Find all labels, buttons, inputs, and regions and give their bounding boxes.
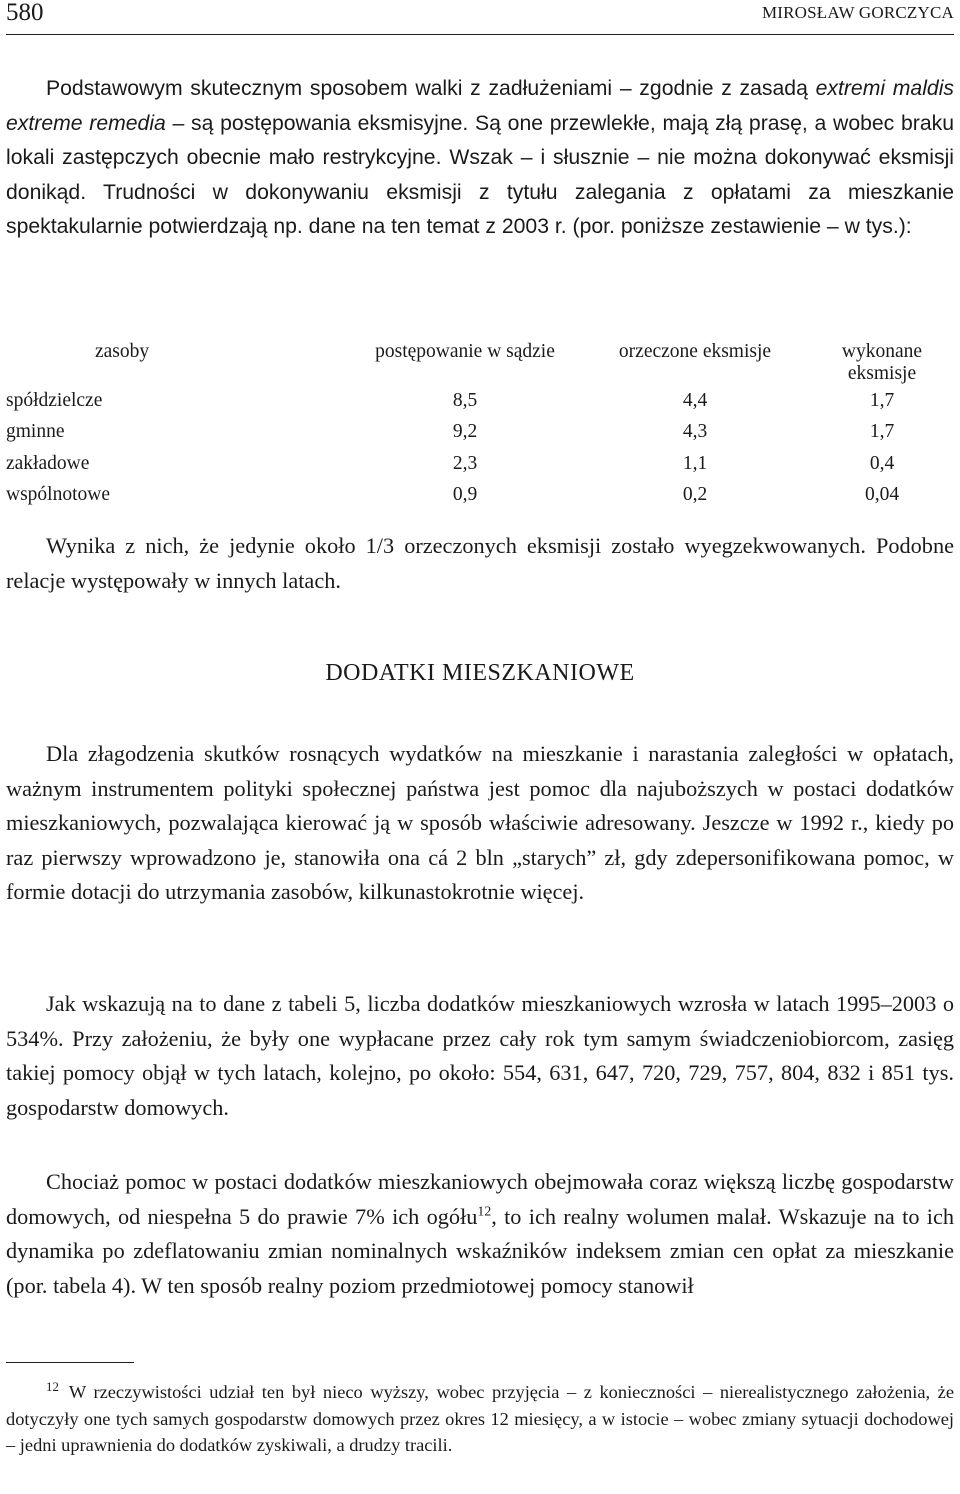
- body-paragraph-3: [6, 1165, 954, 1303]
- table-cell: 2,3: [452, 452, 478, 474]
- table-row: [6, 385, 954, 417]
- table-header-cell: zasoby: [95, 341, 150, 362]
- table-row: [6, 417, 954, 449]
- footnote: [6, 1379, 954, 1459]
- section-title: DODATKI MIESZKANIOWE: [325, 660, 635, 686]
- footnote-reference[interactable]: 12: [477, 1203, 492, 1219]
- table-cell: 1,7: [869, 421, 895, 443]
- body-paragraph-1: Dla złagodzenia skutków rosnących wydatków na mieszkanie i narastania zaległości w opłatach, ważnym instrumentem polityki społecznej państwa jest pomoc dla najuboższych w postaci dodatków mieszkaniowych, pozwalająca kierować ją w sposób właściwie adresowany. Jeszcze w 1992 r., kiedy po raz pierwszy wprowadzono je, stanowiła ona cá 2 bln „starych” zł, gdy zdepersonifikowana pomoc, w formie dotacji do utrzymania zasobów, kilkunastokrotnie więcej.: [6, 741, 954, 905]
- table-header-cell: orzeczone eksmisje: [618, 341, 772, 362]
- intro-text-2: – są postępowania eksmisyjne. Są one przewlekłe, mają złą prasę, a wobec braku lokali zastępczych obecnie mało restrykcyjne. Wszak – i słusznie – nie można dokonywać eksmisji donikąd. Trudności w dokonywaniu eksmisji z tytułu zalegania z opłatami za mieszkanie spektakularnie potwierdzają np. dane na ten temat z 2003 r. (por. poniższe zestawienie – w tys.):: [6, 111, 954, 239]
- table-cell: 8,5: [452, 389, 478, 411]
- table-header-cell: wykonane eksmisje: [841, 341, 923, 384]
- footnote-text: W rzeczywistości udział ten był nieco wyższy, wobec przyjęcia – z konieczności – nierealistycznego założenia, że dotyczyły one tych samych gospodarstw domowych przez okres 12 miesięcy, a w istocie – wobec zmiany sytuacji dochodowej – jedni uprawnienia do dodatków zyskiwali, a drudzy tracili.: [6, 1382, 954, 1455]
- table-cell: gminne: [6, 421, 65, 443]
- running-head: MIROSŁAW GORCZYCA: [761, 3, 954, 22]
- table-cell: 9,2: [452, 421, 478, 443]
- intro-paragraph: [6, 72, 954, 245]
- table-cell: 1,1: [682, 452, 708, 474]
- body-paragraph-3-text-2: , to ich realny wolumen malał. Wskazuje na to ich dynamika po zdeflatowaniu zmian nominalnych wskaźników indeksem zmian cen opłat za mieszkanie (por. tabela 4). W ten sposób realny poziom przedmiotowej pomocy stanowił: [6, 1203, 955, 1298]
- result-paragraph: Wynika z nich, że jedynie około 1/3 orzeczonych eksmisji zostało wyegzekwowanych. Podobne relacje występowały w innych latach.: [6, 533, 954, 593]
- table-cell: 0,4: [869, 452, 895, 474]
- table-cell: zakładowe: [6, 452, 90, 474]
- table-header-cell: postępowanie w sądzie: [375, 341, 555, 362]
- page-number: 580: [6, 0, 44, 26]
- page-header: [6, 0, 954, 35]
- table-cell: 4,3: [682, 421, 708, 443]
- table-cell: wspólnotowe: [6, 484, 110, 506]
- intro-text-1: Podstawowym skutecznym sposobem walki z zadłużeniami – zgodnie z zasadą: [46, 77, 816, 100]
- table-cell: 0,9: [452, 484, 478, 506]
- footnote-divider: [6, 1362, 134, 1363]
- table-header-row: [6, 338, 954, 385]
- body-paragraph-3-text-1: Chociaż pomoc w postaci dodatków mieszkaniowych obejmowała coraz większą liczbę gospodarstw domowych, od niespełna 5 do prawie 7% ich ogółu: [6, 1169, 954, 1229]
- body-paragraph-2: Jak wskazują na to dane z tabeli 5, liczba dodatków mieszkaniowych wzrosła w latach 1995–2003 o 534%. Przy założeniu, że były one wypłacane przez cały rok tym samym świadczeniobiorcom, zasięg takiej pomocy objął w tych latach, kolejno, po około: 554, 631, 647, 720, 729, 757, 804, 832 i 851 tys. gospodarstw domowych.: [6, 991, 954, 1120]
- intro-latin-phrase: extremi maldis extreme remedia: [6, 77, 954, 135]
- footnote-number: 12: [46, 1379, 59, 1394]
- table-row: [6, 448, 954, 480]
- eviction-table: [6, 338, 954, 511]
- table-cell: 0,04: [864, 484, 900, 506]
- table-cell: spółdzielcze: [6, 389, 103, 411]
- table-cell: 0,2: [682, 484, 708, 506]
- table-row: [6, 480, 954, 512]
- table-cell: 1,7: [869, 389, 895, 411]
- table-cell: 4,4: [682, 389, 708, 411]
